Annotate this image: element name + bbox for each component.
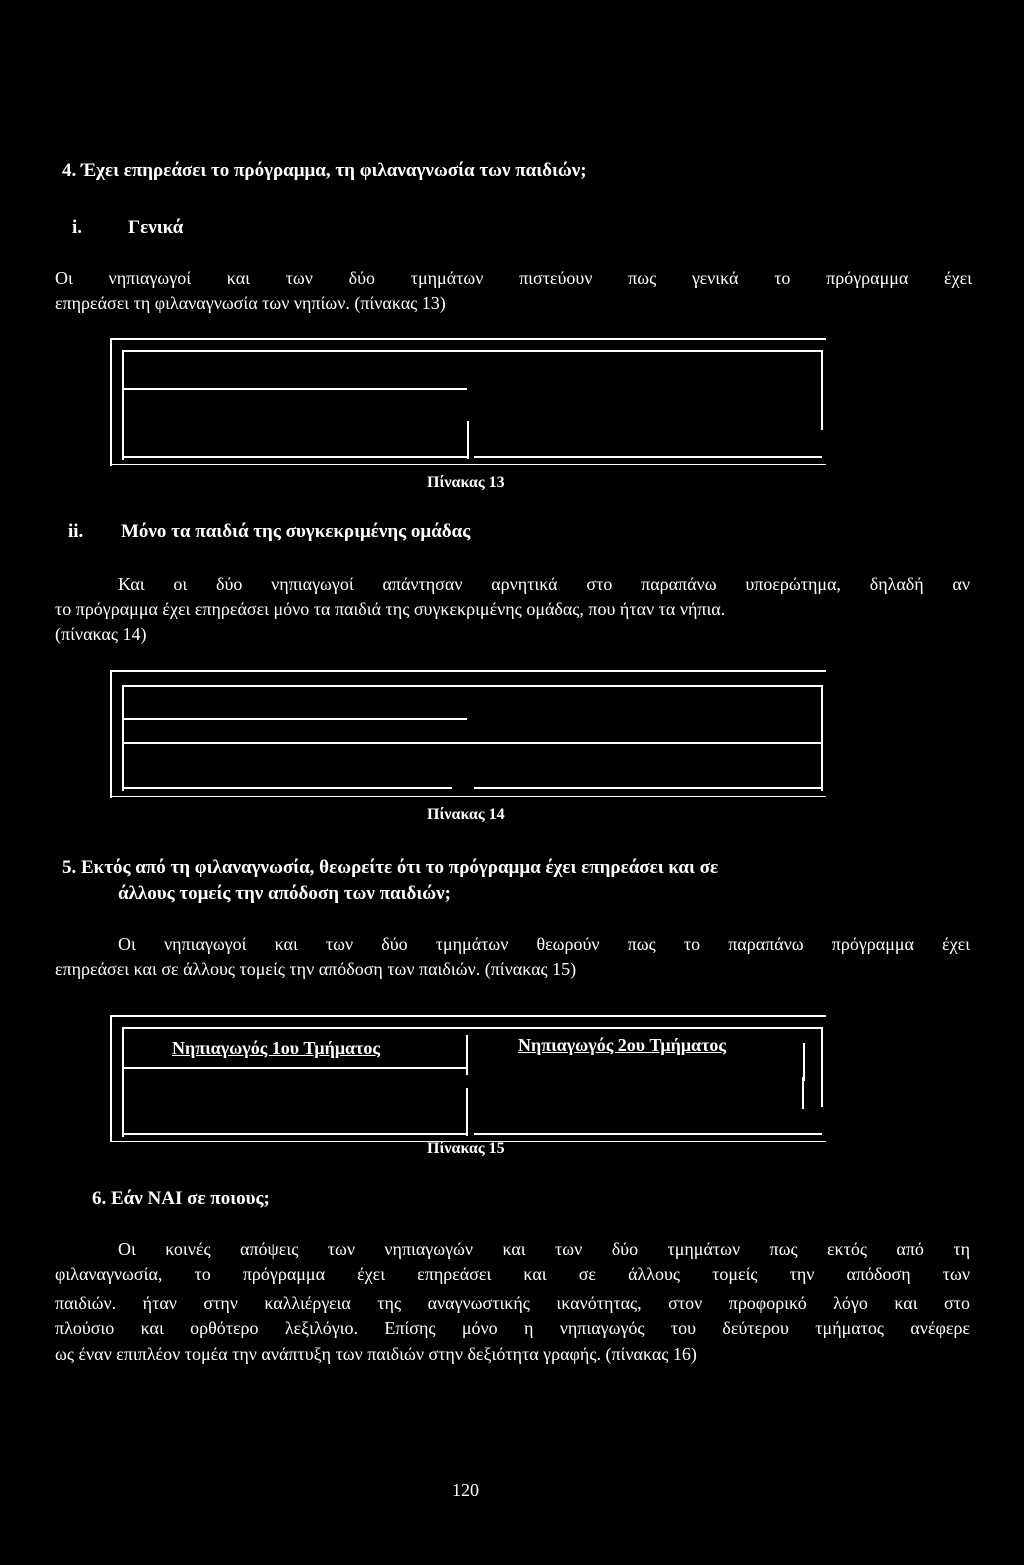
section-4-paragraph2-line-3: (πίνακας 14) [55,624,147,644]
section-5-paragraph-line-2: επηρεάσει και σε άλλους τομείς την απόδοση των παιδιών. (πίνακας 15) [55,959,577,979]
section-6-line-1: Οι κοινές απόψεις των νηπιαγωγών και των δύο τμημάτων πως εκτός από τη [118,1239,970,1259]
section-5-heading-line-2: άλλους τομείς την απόδοση των παιδιών; [118,883,451,904]
section-6-line-3: παιδιών. ήταν στην καλλιέργεια της αναγνωστικής ικανότητας, στον προφορικό λόγο και στο [55,1293,970,1313]
section-4-paragraph-line-2: επηρεάσει τη φιλαναγνωσία των νηπίων. (πίνακας 13) [55,293,446,313]
table-15-caption: Πίνακας 15 [427,1140,505,1157]
section-4-paragraph2-line-2: το πρόγραμμα έχει επηρεάσει μόνο τα παιδιά της συγκεκριμένης ομάδας, που ήταν τα νήπια. [55,599,726,619]
section-6-heading: 6. Εάν ΝΑΙ σε ποιους; [92,1188,270,1209]
section-5-heading-line-1: 5. Εκτός από τη φιλαναγνωσία, θεωρείτε ότι το πρόγραμμα έχει επηρεάσει και σε [62,857,719,878]
section-4-heading: 4. Έχει επηρεάσει το πρόγραμμα, τη φιλαναγνωσία των παιδιών; [62,160,587,181]
table-13-caption: Πίνακας 13 [427,474,505,491]
page-number: 120 [452,1480,479,1500]
section-6-line-2: φιλαναγνωσία, το πρόγραμμα έχει επηρεάσει και σε άλλους τομείς την απόδοση των [55,1264,970,1284]
sub-i-marker: i. [72,217,83,238]
section-4-paragraph-line-1: Οι νηπιαγωγοί και των δύο τμημάτων πιστεύουν πως γενικά το πρόγραμμα έχει [55,268,972,288]
section-6-line-5: ως έναν επιπλέον τομέα την ανάπτυξη των παιδιών στην δεξιότητα γραφής. (πίνακας 16) [55,1344,697,1364]
table-15-col2-header: Νηπιαγωγός 2ου Τμήματος [518,1035,726,1055]
table-15-col1-header: Νηπιαγωγός 1ου Τμήματος [172,1038,380,1058]
sub-i-title: Γενικά [128,217,184,238]
table-15 [110,1015,826,1143]
sub-ii-title: Μόνο τα παιδιά της συγκεκριμένης ομάδας [121,521,471,542]
section-6-line-4: πλούσιο και ορθότερο λεξιλόγιο. Επίσης μόνο η νηπιαγωγός του δεύτερου τμήματος ανέφερε [55,1318,970,1338]
section-4-paragraph2-line-1: Και οι δύο νηπιαγωγοί απάντησαν αρνητικά στο παραπάνω υποερώτημα, δηλαδή αν [118,574,970,594]
section-5-paragraph-line-1: Οι νηπιαγωγοί και των δύο τμημάτων θεωρούν πως το παραπάνω πρόγραμμα έχει [118,934,970,954]
table-14-caption: Πίνακας 14 [427,806,505,823]
table-13 [110,338,826,466]
sub-ii-marker: ii. [68,521,84,542]
table-14 [110,670,826,798]
